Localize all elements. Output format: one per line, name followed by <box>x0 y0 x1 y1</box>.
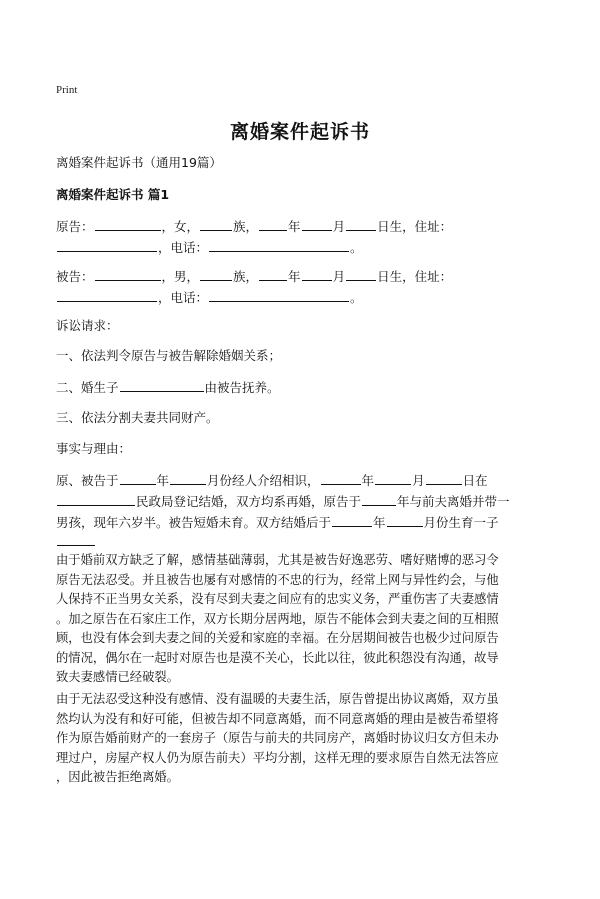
defendant-end: 。 <box>350 290 363 305</box>
paragraph-line: 由于婚前双方缺乏了解，感情基础薄弱，尤其是被告好逸恶劳、嗜好赌博的恶习令 <box>56 553 499 567</box>
facts-1-line-3 <box>56 514 499 531</box>
defendant-month-label: 月 <box>332 269 346 284</box>
plaintiff-ethnic-label: 族， <box>233 219 259 234</box>
plaintiff-year-blank <box>259 218 287 231</box>
facts-1-text: 年 <box>373 515 386 530</box>
facts-1-text: 日在 <box>462 473 488 488</box>
plaintiff-gender: ，女， <box>161 219 200 234</box>
claim-2-prefix: 二、婚生子 <box>56 380 119 395</box>
paragraph-line: ，因此被告拒绝离婚。 <box>56 770 179 784</box>
paragraph-line: 作为原告婚前财产的一套房子（原告与前夫的共同房产，离婚时协议归女方但未办 <box>56 731 499 745</box>
facts-1-year-blank <box>120 472 156 485</box>
paragraph-line: 的情况，偶尔在一起时对原告也是漠不关心，长此以往，彼此积怨没有沟通，故导 <box>56 650 499 665</box>
facts-1-text: 原、被告于 <box>56 473 119 488</box>
paragraph-line: 致夫妻感情已经破裂。 <box>56 670 179 684</box>
facts-1-text: 月 <box>412 473 425 488</box>
facts-1-birth-month-blank <box>387 514 423 527</box>
facts-1-text: 月份生育一子 <box>423 515 499 530</box>
plaintiff-address-label: 日生，住址： <box>377 219 453 234</box>
defendant-gender: ，男， <box>161 269 200 284</box>
facts-1-birth-year-blank <box>332 514 372 527</box>
paragraph-line: 人保持不正当男女关系，没有尽到夫妻之间应有的忠实义务，严重伤害了夫妻感情 <box>56 592 499 606</box>
claim-1: 一、依法判令原告与被告解除婚姻关系； <box>56 348 282 363</box>
claim-2 <box>56 379 280 396</box>
defendant-name-blank <box>95 268 161 281</box>
defendant-line-2 <box>56 289 363 306</box>
plaintiff-label: 原告： <box>56 219 94 234</box>
defendant-address-blank <box>57 289 157 302</box>
facts-1-text: 年 <box>361 473 375 488</box>
plaintiff-phone-blank <box>209 239 349 252</box>
defendant-ethnic-label: 族， <box>233 269 259 284</box>
defendant-phone-label: ，电话： <box>158 290 209 305</box>
facts-1-text: 年与前夫离婚并带一 <box>397 494 510 509</box>
facts-heading: 事实与理由： <box>56 441 132 456</box>
paragraph-line: 。加之原告在石家庄工作，双方长期分居两地，原告不能体会到夫妻之间的互相照 <box>56 611 499 626</box>
page-title: 离婚案件起诉书 <box>229 121 370 143</box>
document-subtitle: 离婚案件起诉书（通用19篇） <box>56 155 222 170</box>
facts-1-marriage-month-blank <box>375 472 411 485</box>
defendant-label: 被告： <box>56 269 94 284</box>
claim-3: 三、依法分割夫妻共同财产。 <box>56 410 219 425</box>
facts-1-son-blank <box>57 533 95 546</box>
plaintiff-address-blank <box>57 239 157 252</box>
defendant-year-blank <box>259 268 287 281</box>
plaintiff-phone-label: ，电话： <box>158 240 209 255</box>
paragraph-line: 原告无法忍受。并且被告也屡有对感情的不忠的行为，经常上网与异性约会，与他 <box>56 572 499 587</box>
defendant-year-label: 年 <box>288 269 301 284</box>
claim-2-child-blank <box>120 379 204 392</box>
facts-1-text: 月份经人介绍相识， <box>207 473 320 488</box>
claims-heading: 诉讼请求： <box>56 318 119 333</box>
plaintiff-month-blank <box>302 218 332 231</box>
facts-1-text: 男孩，现年六岁半。被告短婚未育。双方结婚后于 <box>56 515 332 530</box>
facts-1-line-4 <box>56 533 96 550</box>
facts-1-line-2 <box>56 493 510 510</box>
plaintiff-day-blank <box>346 218 376 231</box>
plaintiff-ethnic-blank <box>200 218 232 231</box>
print-link[interactable]: Print <box>56 84 78 96</box>
facts-1-marriage-day-blank <box>426 472 462 485</box>
defendant-month-blank <box>302 268 332 281</box>
section-heading: 离婚案件起诉书 篇1 <box>56 187 170 202</box>
plaintiff-line-2 <box>56 239 363 256</box>
facts-1-marriage-year-blank <box>321 472 361 485</box>
plaintiff-year-label: 年 <box>288 219 301 234</box>
plaintiff-name-blank <box>95 218 161 231</box>
facts-1-text: 民政局登记结婚，双方均系再婚，原告于 <box>136 494 362 509</box>
paragraph-line: 顾，也没有体会到夫妻之间的关爱和家庭的幸福。在分居期间被告也极少过问原告 <box>56 631 499 645</box>
defendant-phone-blank <box>209 289 349 302</box>
plaintiff-month-label: 月 <box>332 219 346 234</box>
claim-2-suffix: 由被告抚养。 <box>204 380 280 395</box>
facts-1-line-1 <box>56 472 488 489</box>
facts-1-month-blank <box>170 472 206 485</box>
facts-1-divorce-year-blank <box>362 493 396 506</box>
plaintiff-end: 。 <box>350 240 363 255</box>
paragraph-line: 由于无法忍受这种没有感情、没有温暖的夫妻生活，原告曾提出协议离婚，双方虽 <box>56 692 499 706</box>
paragraph-line: 理过户，房屋产权人仍为原告前夫）平均分割，这样无理的要求原告自然无法答应 <box>56 750 499 765</box>
facts-paragraph-3 <box>56 690 553 788</box>
facts-1-bureau-blank <box>57 493 135 506</box>
defendant-address-label: 日生，住址： <box>377 269 453 284</box>
paragraph-line: 然均认为没有和好可能，但被告却不同意离婚，而不同意离婚的理由是被告希望将 <box>56 711 499 726</box>
defendant-day-blank <box>346 268 376 281</box>
facts-1-text: 年 <box>156 473 170 488</box>
defendant-line-1 <box>56 268 452 285</box>
facts-paragraph-2 <box>56 551 553 688</box>
defendant-ethnic-blank <box>200 268 232 281</box>
plaintiff-line-1 <box>56 218 452 235</box>
